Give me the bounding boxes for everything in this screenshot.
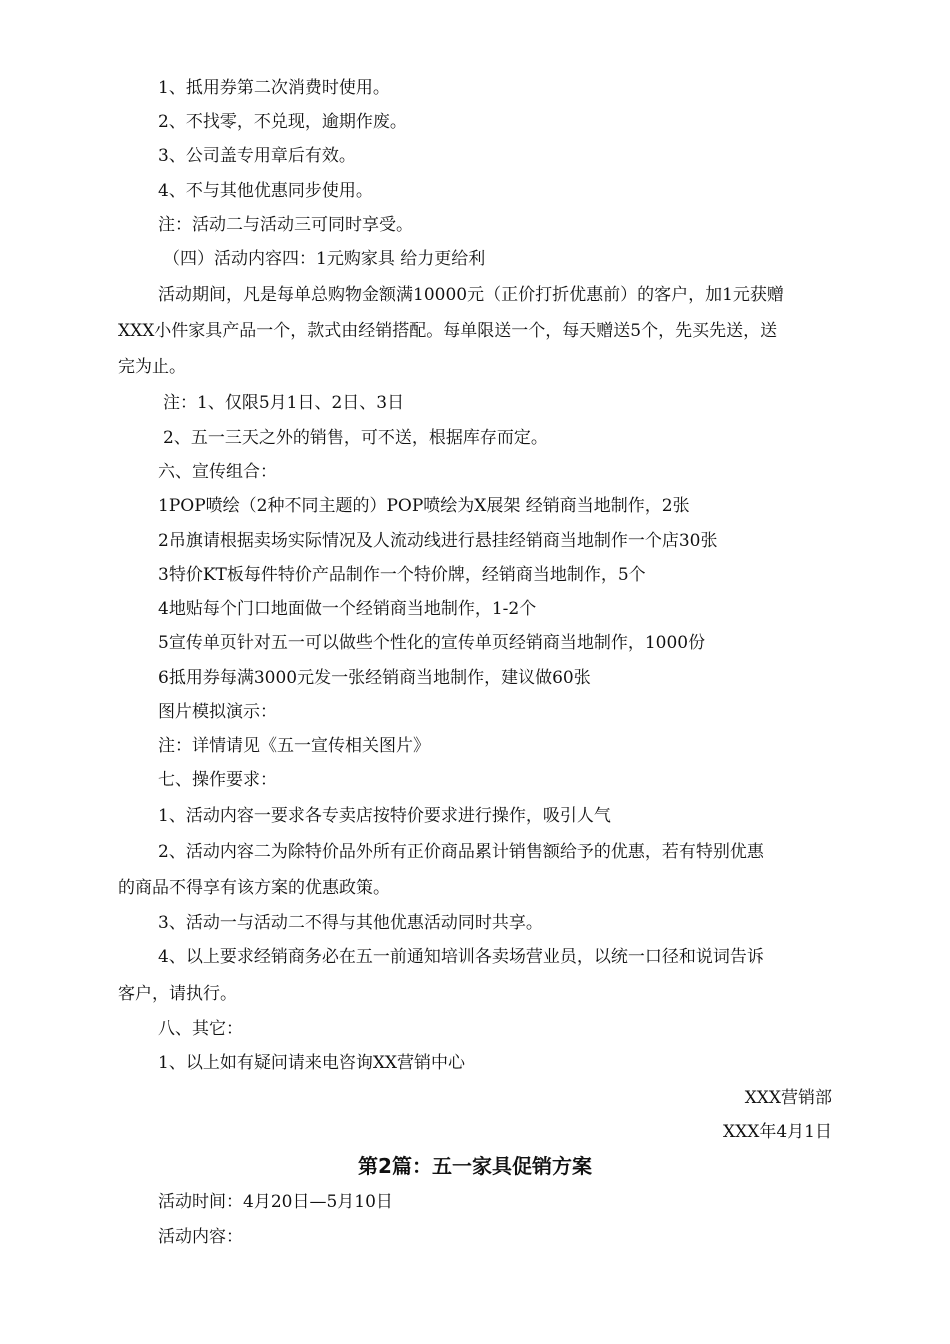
rule-3: 3、公司盖专用章后有效。 <box>158 146 356 166</box>
promo-item-6: 6抵用券每满3000元发一张经销商当地制作，建议做60张 <box>158 668 591 688</box>
section-6-heading: 六、宣传组合： <box>158 462 277 482</box>
section-8-heading: 八、其它： <box>158 1019 243 1039</box>
rule-2: 2、不找零，不兑现，逾期作废。 <box>158 112 407 132</box>
activity-4-text-3: 完为止。 <box>118 357 186 377</box>
requirement-2-cont: 的商品不得享有该方案的优惠政策。 <box>118 878 390 898</box>
promo-item-3: 3特价KT板每件特价产品制作一个特价牌，经销商当地制作，5个 <box>158 565 646 585</box>
section-7-heading: 七、操作要求： <box>158 770 277 790</box>
activity-4-note-2: 2、五一三天之外的销售，可不送，根据库存而定。 <box>163 428 548 448</box>
signature-department: XXX营销部 <box>744 1088 832 1108</box>
other-item-1: 1、以上如有疑问请来电咨询XX营销中心 <box>158 1053 466 1073</box>
promo-item-4: 4地贴每个门口地面做一个经销商当地制作，1-2个 <box>158 599 537 619</box>
image-demo-label: 图片模拟演示： <box>158 702 277 722</box>
section-2-content: 活动内容： <box>158 1227 243 1247</box>
rule-1: 1、抵用券第二次消费时使用。 <box>158 78 390 98</box>
promo-item-1: 1POP喷绘（2种不同主题的）POP喷绘为X展架 经销商当地制作，2张 <box>158 496 690 516</box>
activity-4-heading: （四）活动内容四：1元购家具 给力更给利 <box>163 249 486 269</box>
activity-4-note-1: 注：1、仅限5月1日、2日、3日 <box>163 393 405 413</box>
promo-item-5: 5宣传单页针对五一可以做些个性化的宣传单页经销商当地制作，1000份 <box>158 633 706 653</box>
rule-4: 4、不与其他优惠同步使用。 <box>158 181 373 201</box>
promo-item-2: 2吊旗请根据卖场实际情况及人流动线进行悬挂经销商当地制作一个店30张 <box>158 531 718 551</box>
signature-date: XXX年4月1日 <box>723 1122 832 1142</box>
image-note: 注：详情请见《五一宣传相关图片》 <box>158 736 430 756</box>
requirement-4-cont: 客户，请执行。 <box>118 984 237 1004</box>
activity-4-text-2: XXX小件家具产品一个，款式由经销搭配。每单限送一个，每天赠送5个，先买先送，送 <box>118 321 778 341</box>
section-2-title: 第2篇：五一家具促销方案 <box>358 1154 592 1178</box>
requirement-1: 1、活动内容一要求各专卖店按特价要求进行操作，吸引人气 <box>158 806 611 826</box>
activity-4-text-1: 活动期间，凡是每单总购物金额满10000元（正价打折优惠前）的客户，加1元获赠 <box>158 285 784 305</box>
note-activities: 注：活动二与活动三可同时享受。 <box>158 215 413 235</box>
requirement-3: 3、活动一与活动二不得与其他优惠活动同时共享。 <box>158 913 543 933</box>
section-2-time: 活动时间：4月20日—5月10日 <box>158 1192 393 1212</box>
requirement-4: 4、以上要求经销商务必在五一前通知培训各卖场营业员，以统一口径和说词告诉 <box>158 947 764 967</box>
requirement-2: 2、活动内容二为除特价品外所有正价商品累计销售额给予的优惠，若有特别优惠 <box>158 842 764 862</box>
